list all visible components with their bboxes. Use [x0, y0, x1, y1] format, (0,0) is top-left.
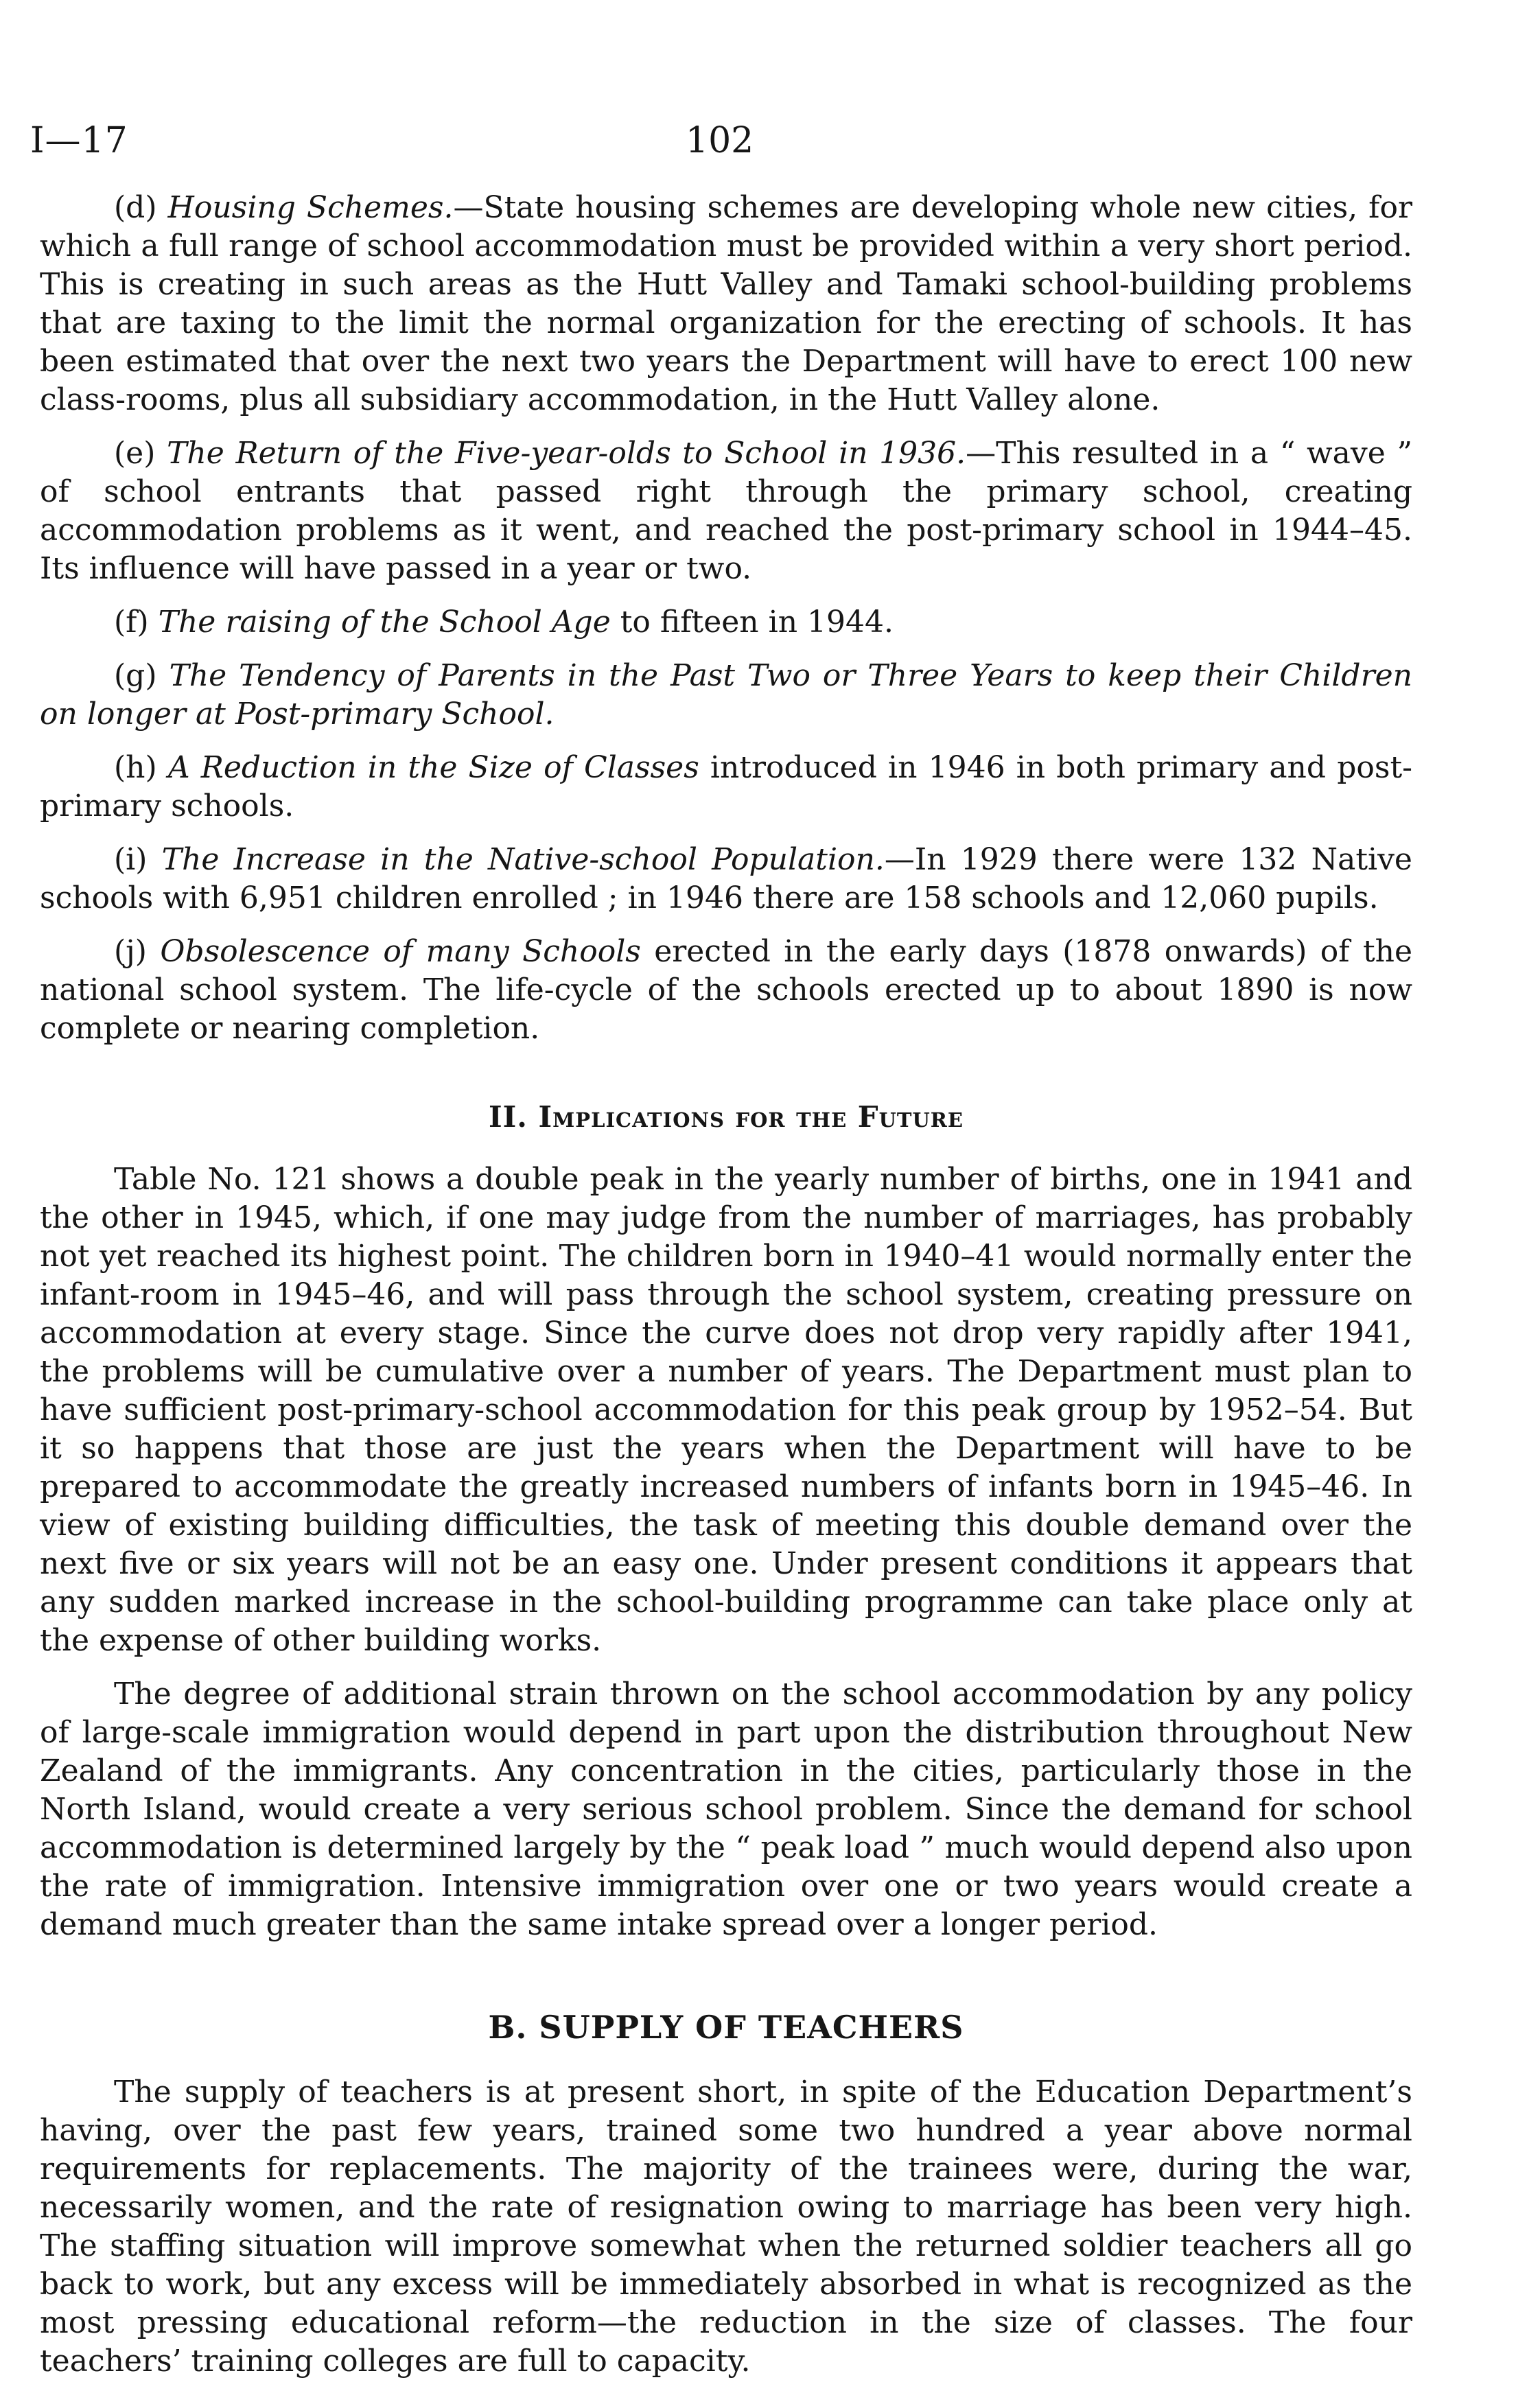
implications-section — [40, 1160, 1412, 1944]
list-item-j — [40, 933, 1412, 1048]
list-text: erected in the early days (1878 onwards) of the national school system. The life-cycle of the schools erected up to about 1890 is now complete or nearing completion. — [40, 934, 1413, 1046]
supply-of-teachers-paragraph: The supply of teachers is at present short, in spite of the Education Department’s having, over the past few years, trained some two hundred a year above normal requirements for replacements. The majority of the trainees were, during the war, necessarily women, and the rate of resignation owing to marriage has been very high. The staffing situation will improve somewhat when the returned soldier teachers all go back to work, but any excess will be immediately absorbed in what is recognized as the most pressing educational reform—the reduction in the size of classes. The four teachers’ training colleges are full to capacity. — [40, 2075, 1412, 2379]
list-title: The Increase in the Native-school Population. — [161, 842, 885, 877]
list-title: Obsolescence of many Schools — [160, 934, 641, 969]
list-item-h — [40, 749, 1412, 826]
list-label: (d) — [114, 190, 157, 225]
implications-heading: II. Implications for the Future — [489, 1100, 964, 1134]
page-number: 102 — [686, 120, 754, 161]
list-title: The Tendency of Parents in the Past Two or Three Years to keep their Children on longer at Post-primary School. — [40, 658, 1412, 732]
list-item-f — [40, 603, 1412, 642]
list-title: Housing Schemes. — [167, 190, 454, 225]
document-reference: I—17 — [30, 120, 128, 161]
list-text: —State housing schemes are developing whole new cities, for which a full range of school accommodation must be provided within a very short period. This is creating in such areas as the Hutt Valley and Tamaki school-building problems that are taxing to the limit the normal organization for the erecting of schools. It has been estimated that over the next two years the Department will have to erect 100 new class-rooms, plus all subsidiary accommodation, in the Hutt Valley alone. — [40, 190, 1412, 417]
list-text: —This resulted in a “ wave ” of school entrants that passed right through the primary school, creating accommodation problems as it went, and reached the post-primary school in 1944–45. Its influence will have passed in a year or two. — [40, 436, 1412, 586]
list-label: (g) — [114, 658, 157, 693]
list-label: (j) — [114, 934, 147, 969]
supply-of-teachers-section — [40, 2073, 1412, 2381]
list-title: The raising of the School Age — [158, 605, 611, 640]
list-item-g — [40, 657, 1412, 734]
list-item-i — [40, 841, 1412, 918]
supply-of-teachers-heading: B. SUPPLY OF TEACHERS — [488, 2009, 964, 2046]
list-label: (h) — [114, 750, 157, 785]
list-label: (e) — [114, 436, 156, 471]
list-title: A Reduction in the Size of Classes — [167, 750, 699, 785]
implications-paragraph-1: Table No. 121 shows a double peak in the yearly number of births, one in 1941 and the other in 1945, which, if one may judge from the number of marriages, has probably not yet reached its highest point. The children born in 1940–41 would normally enter the infant-room in 1945–46, and will pass through the school system, creating pressure on accommodation at every stage. Since the curve does not drop very rapidly after 1941, the problems will be cumulative over a number of years. The Department must plan to have sufficient post-primary-school accommodation for this peak group by 1952–54. But it so happens that those are just the years when the Department will have to be prepared to accommodate the greatly increased numbers of infants born in 1945–46. In view of existing building difficulties, the task of meeting this double demand over the next five or six years will not be an easy one. Under present conditions it appears that any sudden marked increase in the school-building programme can take place only at the expense of other building works. — [40, 1162, 1412, 1658]
school-accommodation-factors-list — [40, 189, 1412, 1048]
list-label: (i) — [114, 842, 148, 877]
document-body — [40, 189, 1412, 2381]
list-title: The Return of the Five-year-olds to School in 1936. — [167, 436, 966, 471]
list-text: to fifteen in 1944. — [610, 605, 894, 640]
implications-paragraph-2: The degree of additional strain thrown on the school accommodation by any policy of large-scale immigration would depend in part upon the distribution throughout New Zealand of the immigrants. Any concentration in the cities, particularly those in the North Island, would create a very serious school problem. Since the demand for school accommodation is determined largely by the “ peak load ” much would depend also upon the rate of immigration. Intensive immigration over one or two years would create a demand much greater than the same intake spread over a longer period. — [40, 1677, 1412, 1942]
list-item-d — [40, 189, 1412, 419]
list-text: —In 1929 there were 132 Native schools with 6,951 children enrolled ; in 1946 there are 158 schools and 12,060 pupils. — [40, 842, 1412, 915]
list-text: introduced in 1946 in both primary and post-primary schools. — [40, 750, 1412, 824]
page-header — [30, 117, 1485, 165]
list-label: (f) — [114, 605, 149, 640]
list-item-e — [40, 434, 1412, 588]
